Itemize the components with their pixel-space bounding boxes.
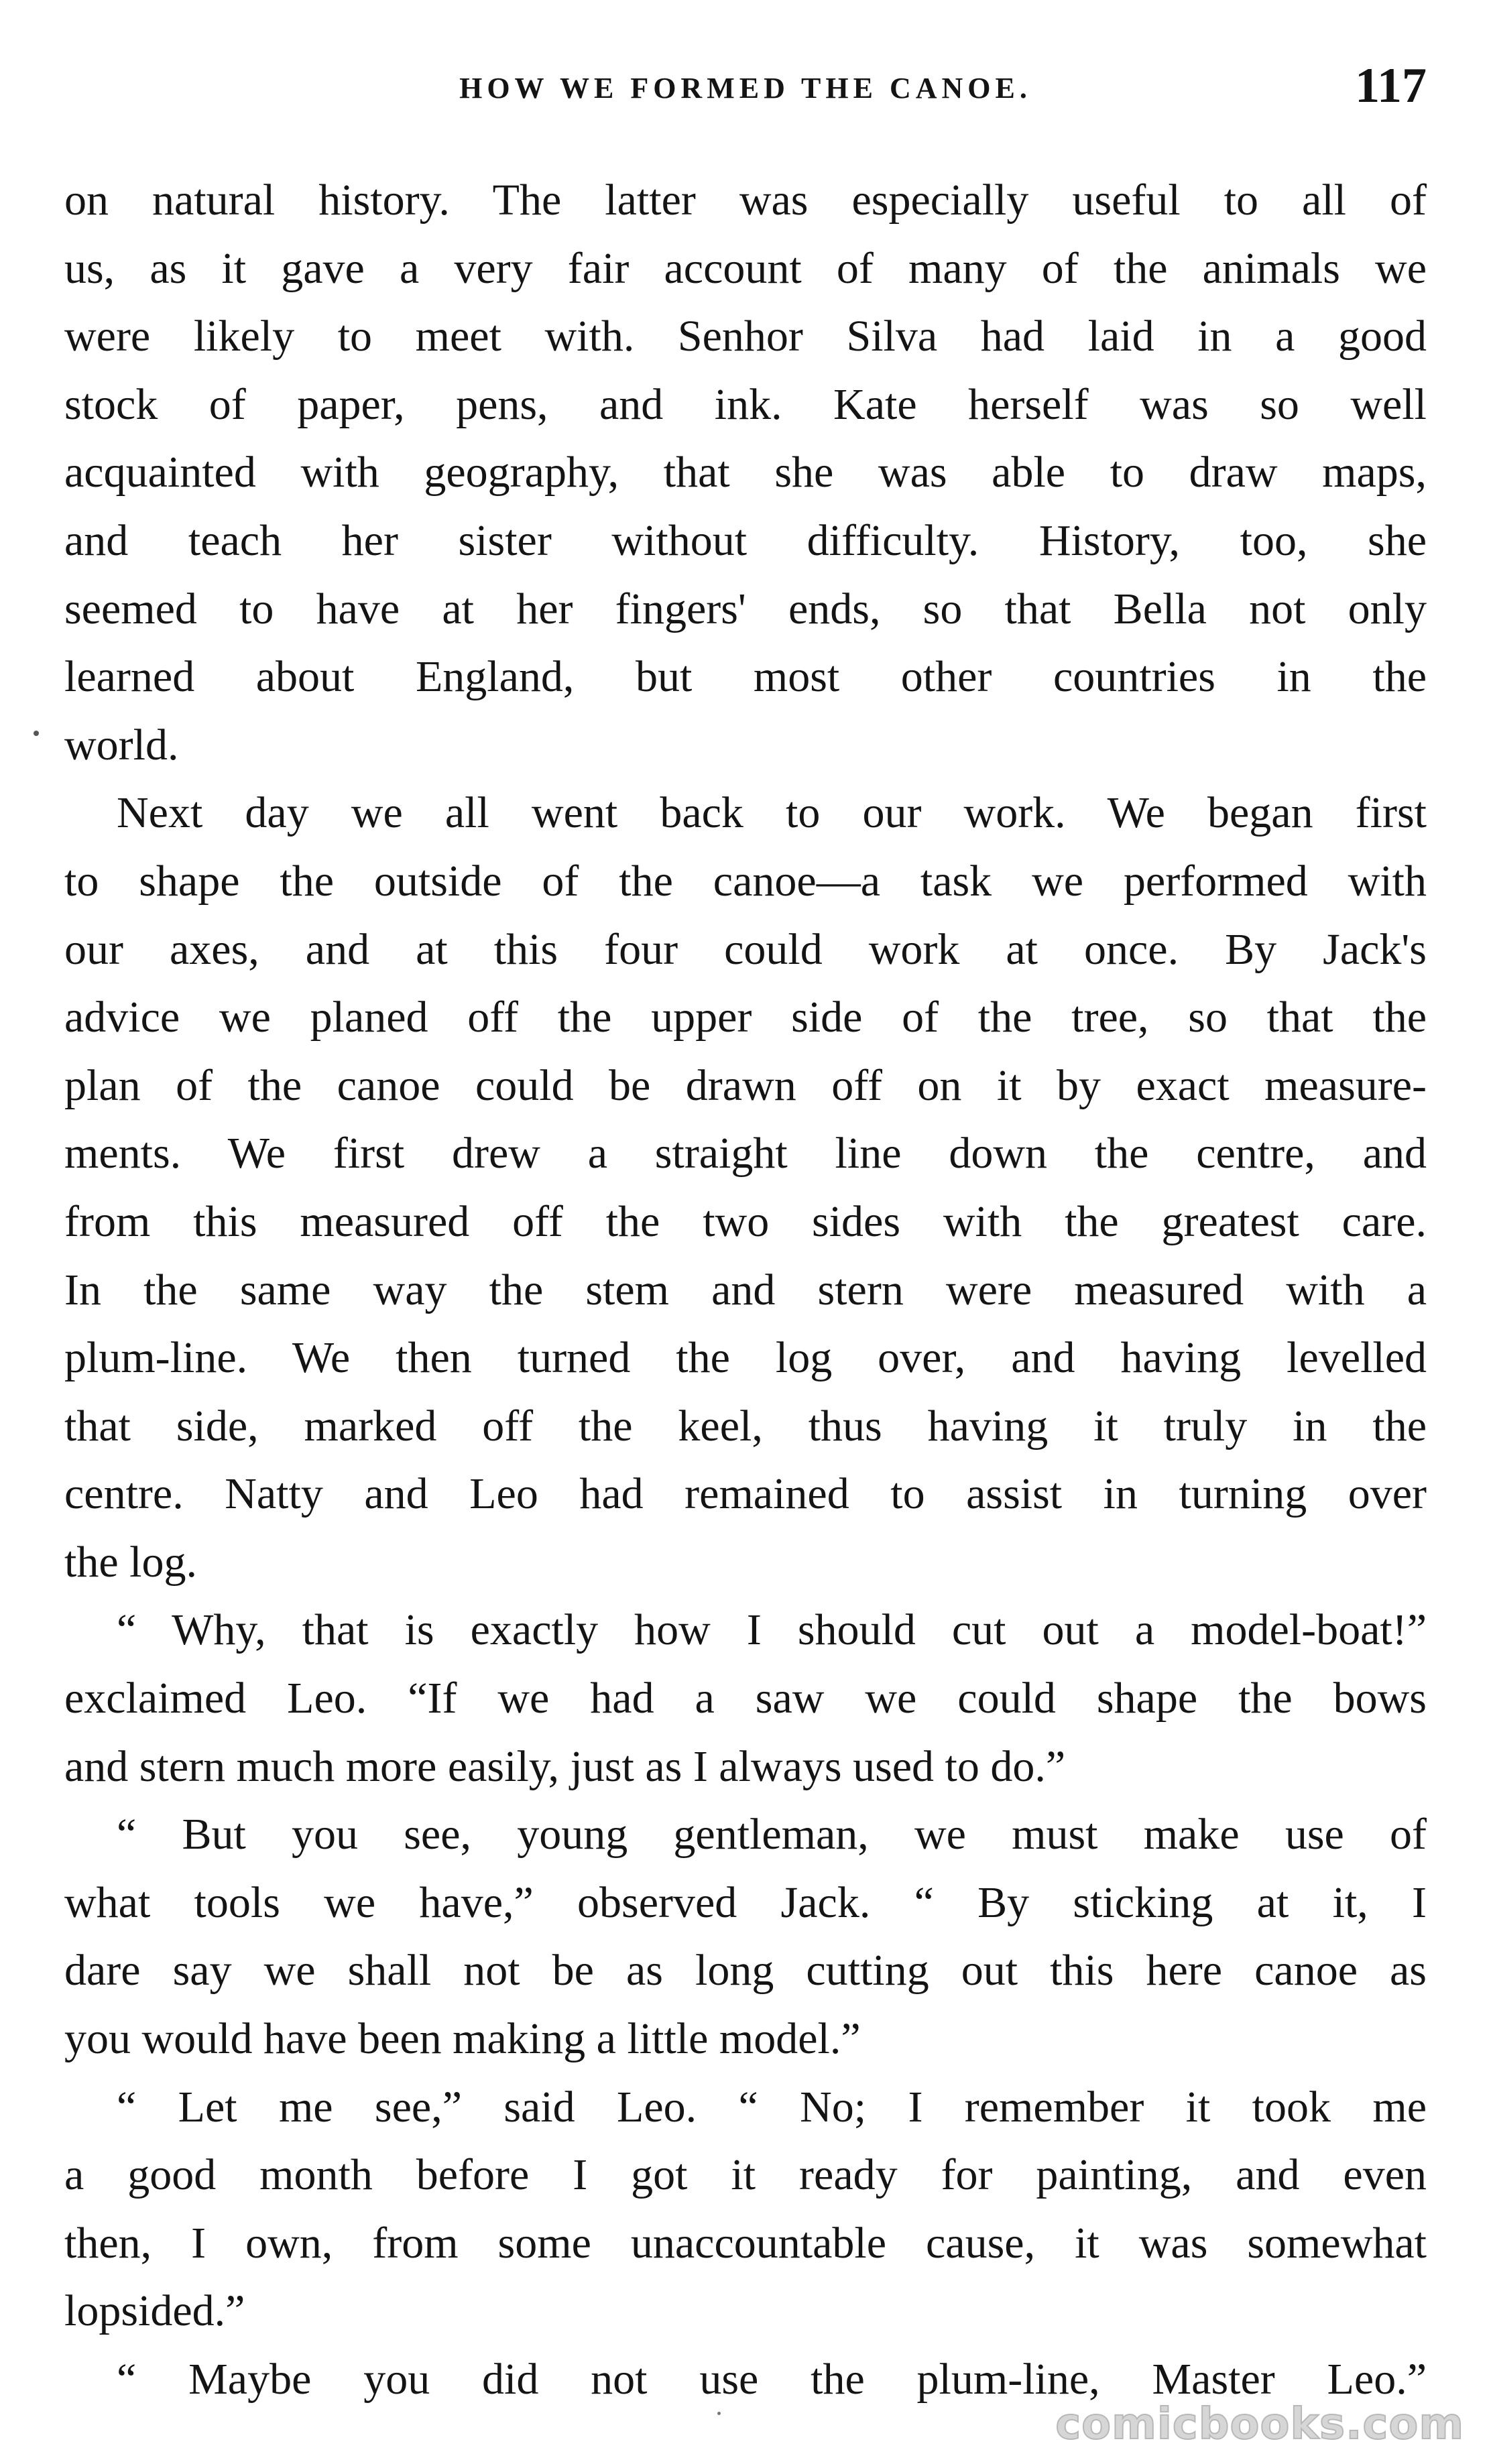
- text-line: world.: [64, 720, 179, 769]
- text-line: and teach her sister without difficulty. History, too, she: [64, 515, 1427, 565]
- text-line: centre. Natty and Leo had remained to assist in turning over: [64, 1469, 1427, 1519]
- text-line: Next day we all went back to our work. We began first: [117, 788, 1427, 838]
- text-line: acquainted with geography, that she was able to draw maps,: [64, 448, 1427, 497]
- text-line: “ Let me see,” said Leo. “ No; I remember it took me: [117, 2082, 1427, 2132]
- running-title: HOW WE FORMED THE CANOE.: [459, 72, 1032, 105]
- text-line: a good month before I got it ready for painting, and even: [64, 2150, 1427, 2200]
- text-line: “ Maybe you did not use the plum-line, Master Leo.”: [117, 2355, 1427, 2404]
- text-line: dare say we shall not be as long cutting out this here canoe as: [64, 1946, 1427, 1995]
- text-line: plan of the canoe could be drawn off on it by exact measure-: [64, 1060, 1427, 1110]
- text-line: from this measured off the two sides with the greatest care.: [64, 1196, 1427, 1246]
- text-line: that side, marked off the keel, thus having it truly in the: [64, 1401, 1427, 1451]
- text-line: us, as it gave a very fair account of many of the animals we: [64, 243, 1427, 293]
- text-line: advice we planed off the upper side of the tree, so that the: [64, 993, 1427, 1042]
- text-line: seemed to have at her fingers' ends, so that Bella not only: [64, 584, 1427, 633]
- page-speck: [717, 2412, 721, 2415]
- running-head: [64, 58, 1427, 131]
- text-line: “ But you see, young gentleman, we must make use of: [117, 1810, 1427, 1859]
- margin-speck: [34, 731, 39, 736]
- text-line: and stern much more easily, just as I always used to do.”: [64, 1741, 1066, 1791]
- text-line: on natural history. The latter was especially useful to all of: [64, 176, 1427, 225]
- text-line: learned about England, but most other countries in the: [64, 652, 1427, 702]
- text-line: were likely to meet with. Senhor Silva had laid in a good: [64, 312, 1427, 361]
- text-line: then, I own, from some unaccountable cause, it was somewhat: [64, 2218, 1427, 2268]
- text-line: In the same way the stem and stern were measured with a: [64, 1265, 1427, 1314]
- text-line: plum-line. We then turned the log over, and having levelled: [64, 1333, 1427, 1383]
- text-line: our axes, and at this four could work at once. By Jack's: [64, 924, 1427, 974]
- text-line: exclaimed Leo. “If we had a saw we could shape the bows: [64, 1674, 1427, 1723]
- text-line: to shape the outside of the canoe—a task we performed with: [64, 856, 1427, 906]
- text-line: you would have been making a little model.”: [64, 2014, 861, 2064]
- watermark: comicbooks.com: [1055, 2400, 1464, 2449]
- text-line: stock of paper, pens, and ink. Kate herself was so well: [64, 379, 1427, 429]
- page-number: 117: [1355, 58, 1427, 113]
- text-line: the log.: [64, 1537, 197, 1587]
- text-line: lopsided.”: [64, 2286, 245, 2336]
- text-line: ments. We first drew a straight line down the centre, and: [64, 1129, 1427, 1178]
- body-text: [64, 166, 1427, 2414]
- text-line: “ Why, that is exactly how I should cut out a model-boat!”: [117, 1605, 1427, 1655]
- text-line: what tools we have,” observed Jack. “ By sticking at it, I: [64, 1877, 1427, 1927]
